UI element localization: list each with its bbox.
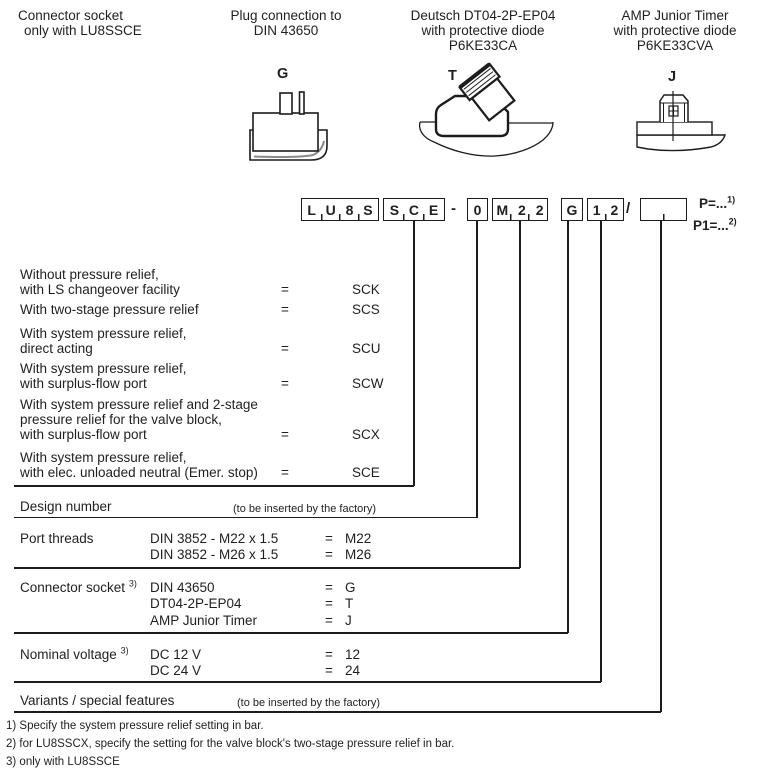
- option-code: SCE: [352, 465, 380, 481]
- option-text: With system pressure relief,: [20, 450, 187, 465]
- header-amp-timer: [595, 8, 755, 53]
- code-box-voltage: 1 2: [587, 198, 624, 221]
- lead-line-variants: [660, 221, 662, 712]
- header-line: Deutsch DT04-2P-EP04: [410, 8, 556, 23]
- option-text: with surplus-flow port: [20, 376, 147, 392]
- rule-threads: [14, 567, 520, 569]
- code-slash: /: [626, 200, 631, 217]
- option-text: with surplus-flow port: [20, 427, 147, 443]
- option-scs: [20, 302, 440, 317]
- footnote-ref: 3): [128, 578, 137, 589]
- rule-socket: [14, 632, 568, 634]
- din-plug-drawing: [250, 92, 327, 160]
- spec-row: [150, 531, 700, 547]
- option-text: Without pressure relief,: [20, 267, 159, 282]
- footnote-2: 2) for LU8SSCX, specify the setting for the valve block's two-stage pressure relief in bar.: [6, 738, 455, 750]
- section-label: Variants / special features: [20, 693, 175, 708]
- equals-sign: =: [325, 663, 333, 679]
- amp-timer-drawing: [637, 91, 725, 151]
- factory-note: (to be inserted by the factory): [237, 697, 381, 709]
- option-text: pressure relief for the valve block,: [20, 412, 222, 428]
- row-code: 24: [345, 663, 361, 679]
- spec-row: [150, 647, 700, 663]
- lead-line-socket: [567, 221, 569, 633]
- option-scx: [20, 397, 440, 443]
- header-line: with protective diode: [613, 23, 737, 38]
- option-text: with LS changeover facility: [20, 282, 180, 298]
- code-box-socket: G: [561, 198, 583, 221]
- header-line: Connector socket: [18, 8, 124, 23]
- footnote-ref: 3): [120, 645, 129, 656]
- option-code: SCU: [352, 341, 381, 357]
- equals-sign: =: [281, 282, 289, 298]
- row-name: DC 24 V: [150, 663, 202, 679]
- option-sce: [20, 450, 440, 480]
- section-label: [20, 647, 129, 663]
- header-line: AMP Junior Timer: [621, 8, 729, 23]
- row-code: G: [345, 580, 356, 595]
- option-text: With system pressure relief,: [20, 326, 187, 341]
- footnote-1: 1) Specify the system pressure relief setting in bar.: [6, 720, 264, 732]
- pressure1-setting-text: P1=...: [693, 218, 729, 233]
- equals-sign: =: [325, 596, 333, 612]
- option-code: SCK: [352, 282, 380, 298]
- header-line: Plug connection to: [230, 8, 342, 23]
- header-connector-socket: [18, 8, 198, 38]
- pressure1-setting-label: [693, 218, 737, 233]
- deutsch-connector-drawing: [420, 64, 553, 156]
- header-line: only with LU8SSCE: [24, 23, 142, 38]
- equals-sign: =: [325, 531, 333, 546]
- option-code: SCX: [352, 427, 380, 443]
- option-text: With system pressure relief,: [20, 361, 187, 376]
- header-line: DIN 43650: [253, 23, 319, 38]
- row-name: DC 12 V: [150, 647, 202, 662]
- option-text: with elec. unloaded neutral (Emer. stop): [20, 465, 258, 481]
- section-nominal-voltage: [20, 647, 700, 680]
- header-line: P6KE33CA: [448, 38, 518, 53]
- option-code: SCW: [352, 376, 384, 392]
- option-sck: [20, 267, 440, 297]
- rule-type: [14, 485, 414, 487]
- factory-note: (to be inserted by the factory): [233, 503, 377, 515]
- row-code: J: [345, 612, 352, 628]
- row-code: T: [345, 596, 354, 612]
- section-label: [20, 580, 137, 596]
- option-text: With system pressure relief and 2-stage: [20, 397, 258, 412]
- section-variants: [20, 693, 700, 711]
- pressure-setting-text: P=...: [699, 196, 728, 211]
- header-line: P6KE33CVA: [636, 38, 714, 53]
- spec-row: [150, 596, 700, 612]
- connector-letter-g: G: [277, 66, 289, 82]
- section-label-text: Connector socket: [20, 580, 126, 595]
- code-box-type: S C E: [383, 198, 445, 221]
- code-dash: -: [451, 200, 456, 217]
- connector-letter-j: J: [668, 69, 677, 85]
- equals-sign: =: [325, 580, 333, 595]
- code-box-threads: M 2 2: [492, 198, 548, 221]
- connector-illustrations: [0, 55, 765, 177]
- spec-row: [150, 613, 700, 629]
- header-deutsch: [402, 8, 564, 53]
- option-text: direct acting: [20, 341, 93, 357]
- row-code: M22: [345, 531, 372, 546]
- equals-sign: =: [281, 427, 289, 443]
- row-code: M26: [345, 547, 372, 563]
- option-scw: [20, 361, 440, 391]
- rule-voltage: [14, 681, 601, 683]
- equals-sign: =: [281, 341, 289, 357]
- header-din-plug: [206, 8, 366, 38]
- row-name: DIN 3852 - M26 x 1.5: [150, 547, 279, 563]
- section-label: Port threads: [20, 531, 94, 546]
- spec-row: [150, 663, 700, 679]
- connector-letter-t: T: [448, 68, 457, 84]
- section-label-text: Nominal voltage: [20, 647, 117, 662]
- section-connector-socket: [20, 580, 700, 629]
- code-box-series: L U 8 S: [301, 198, 379, 221]
- equals-sign: =: [281, 465, 289, 481]
- option-text: With two-stage pressure relief: [20, 302, 199, 317]
- option-code: SCS: [352, 302, 380, 317]
- pressure-setting-sup: 1): [727, 194, 736, 205]
- pressure-setting-label: [699, 196, 735, 211]
- header-line: with protective diode: [421, 23, 545, 38]
- row-name: AMP Junior Timer: [150, 612, 258, 628]
- code-box-variants: [640, 198, 687, 221]
- equals-sign: =: [281, 376, 289, 392]
- code-box-design: 0: [467, 198, 488, 221]
- section-design-number: [20, 499, 700, 517]
- row-name: DIN 43650: [150, 580, 215, 595]
- equals-sign: =: [325, 647, 333, 662]
- row-code: 12: [345, 647, 361, 662]
- section-label: Design number: [20, 499, 112, 514]
- equals-sign: =: [325, 612, 333, 628]
- spec-row: [150, 580, 700, 596]
- row-name: DT04-2P-EP04: [150, 596, 242, 612]
- footnote-3: 3) only with LU8SSCE: [6, 756, 120, 768]
- lead-line-design: [476, 221, 478, 518]
- section-port-threads: [20, 531, 700, 564]
- equals-sign: =: [281, 302, 289, 317]
- spec-row: [150, 547, 700, 563]
- option-scu: [20, 326, 440, 356]
- row-name: DIN 3852 - M22 x 1.5: [150, 531, 279, 546]
- pressure1-setting-sup: 2): [728, 216, 737, 227]
- equals-sign: =: [325, 547, 333, 563]
